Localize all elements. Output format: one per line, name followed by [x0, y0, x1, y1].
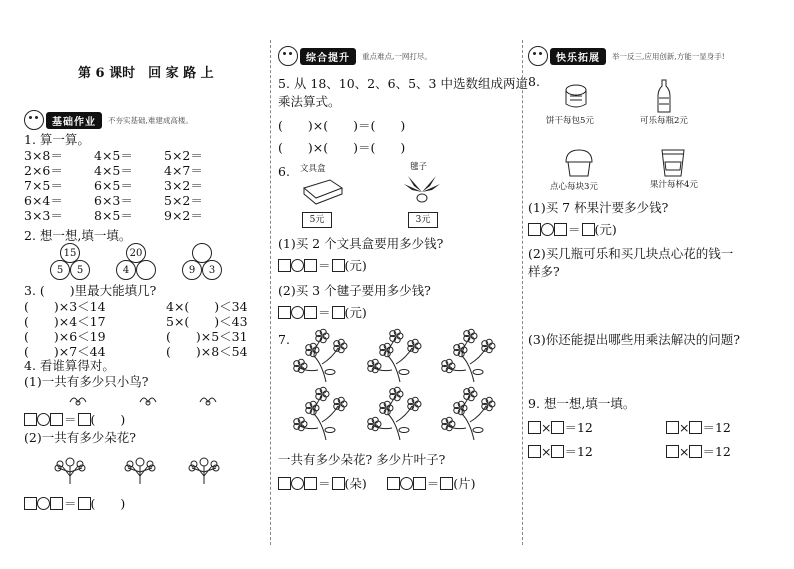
q9-eq-3: × ＝12	[528, 444, 593, 460]
q5-line1: 5. 从 18、10、2、6、5、3 中选数组成两道	[278, 76, 528, 91]
q5-line2: 乘法算式。	[278, 94, 341, 109]
q4-answer-line-2: ＝ ( )	[24, 496, 125, 512]
q3-inequality[interactable]: 4×( )＜34	[166, 299, 248, 314]
flower-branch-icon	[368, 387, 421, 440]
flower-bush-icon	[189, 458, 219, 484]
q1-expression[interactable]: 4×5＝	[94, 163, 133, 178]
q9-eq-1: × ＝12	[528, 420, 593, 436]
q4-part2: (2)一共有多少朵花?	[24, 430, 136, 445]
q9-eq-2: × ＝12	[666, 420, 731, 436]
operator-circle[interactable]	[400, 477, 413, 490]
q3-inequality[interactable]: ( )×7＜44	[24, 344, 106, 359]
section-banner-fun	[528, 48, 725, 64]
section-banner-extend	[278, 48, 432, 64]
answer-paren[interactable]: ( )	[90, 412, 126, 427]
q3-inequality[interactable]: ( )×5＜31	[166, 329, 248, 344]
flowers-illustration	[50, 446, 250, 486]
flower-branch-icon	[294, 329, 347, 382]
section-label: 基础作业	[46, 112, 102, 129]
number-bond-circle[interactable]: 20	[126, 243, 146, 263]
number-bond-circle[interactable]: 15	[60, 243, 80, 263]
q1-expression[interactable]: 5×2＝	[164, 148, 203, 163]
birds-illustration	[60, 388, 260, 410]
q8-item-label: 点心每块3元	[550, 182, 598, 192]
q1-expression[interactable]: 3×8＝	[24, 148, 63, 163]
answer-box[interactable]	[551, 445, 564, 458]
answer-box[interactable]	[304, 477, 317, 490]
number-bond-circle[interactable]: 5	[70, 260, 90, 280]
biscuit-icon	[558, 82, 594, 112]
operator-circle[interactable]	[291, 477, 304, 490]
number-bond-circle[interactable]: 3	[202, 260, 222, 280]
answer-box[interactable]	[304, 306, 317, 319]
q3-inequality[interactable]: ( )×6＜19	[24, 329, 106, 344]
q8-number: 8.	[528, 74, 540, 89]
mascot-icon	[278, 46, 298, 66]
q9-eq-4: × ＝12	[666, 444, 731, 460]
q4-answer-line-1: ＝ ( )	[24, 412, 125, 428]
flower-bush-icon	[55, 458, 85, 484]
flower-branch-icon	[442, 329, 495, 382]
number-bond-circle[interactable]: 9	[182, 260, 202, 280]
section-slogan: 举一反三,应用创新,方能一显身手!	[612, 51, 725, 61]
section-banner-basic	[24, 112, 193, 128]
answer-box[interactable]	[666, 445, 679, 458]
q7-answers: ＝ (朵) ＝ (片)	[278, 476, 476, 492]
q1-expression[interactable]: 8×5＝	[94, 208, 133, 223]
section-label: 综合提升	[300, 48, 356, 65]
answer-box[interactable]	[528, 445, 541, 458]
column-divider	[270, 40, 271, 545]
answer-box[interactable]	[50, 497, 63, 510]
q1-expression[interactable]: 6×3＝	[94, 193, 133, 208]
q3-inequality[interactable]: ( )×8＜54	[166, 344, 248, 359]
answer-box[interactable]	[528, 223, 541, 236]
answer-box[interactable]	[666, 421, 679, 434]
answer-box[interactable]	[304, 259, 317, 272]
answer-box[interactable]	[689, 421, 702, 434]
operator-circle[interactable]	[37, 413, 50, 426]
answer-box[interactable]	[50, 413, 63, 426]
answer-box[interactable]	[78, 497, 91, 510]
q1-expression[interactable]: 9×2＝	[164, 208, 203, 223]
flower-branch-icon	[442, 387, 495, 440]
q1-expression[interactable]: 2×6＝	[24, 163, 63, 178]
q7-question: 一共有多少朵花? 多少片叶子?	[278, 452, 446, 467]
q6-answer-2: ＝ (元)	[278, 305, 367, 321]
flower-branch-icon	[368, 329, 421, 382]
q8-item-label: 饼干每包5元	[546, 116, 594, 126]
answer-box[interactable]	[387, 477, 400, 490]
column-fun	[524, 0, 790, 569]
column-extend	[272, 0, 528, 569]
pastry-icon	[562, 148, 596, 178]
mascot-icon	[528, 46, 548, 66]
q1-expression[interactable]: 5×2＝	[164, 193, 203, 208]
answer-box[interactable]	[278, 477, 291, 490]
q1-expression[interactable]: 3×2＝	[164, 178, 203, 193]
operator-circle[interactable]	[37, 497, 50, 510]
q1-expression[interactable]: 6×4＝	[24, 193, 63, 208]
answer-box[interactable]	[413, 477, 426, 490]
q8-item-label: 果汁每杯4元	[650, 180, 698, 190]
q4-title: 4. 看谁算得对。	[24, 358, 115, 373]
answer-box[interactable]	[582, 223, 595, 236]
answer-box[interactable]	[24, 413, 37, 426]
shuttlecock-icon	[402, 172, 442, 206]
flower-bush-icon	[125, 458, 155, 484]
q9-title: 9. 想一想,填一填。	[528, 396, 636, 411]
bird-icon	[70, 398, 86, 405]
q1-expression[interactable]: 6×5＝	[94, 178, 133, 193]
answer-box[interactable]	[278, 306, 291, 319]
q6-number: 6.	[278, 164, 290, 179]
price-tag: 5元	[302, 212, 332, 228]
q6-item2-name: 毽子	[410, 162, 428, 172]
flower-branches-illustration	[292, 326, 512, 442]
answer-box[interactable]	[332, 259, 345, 272]
answer-box[interactable]	[440, 477, 453, 490]
q7-number: 7.	[278, 332, 290, 347]
q5-blank-2[interactable]: ( )×( )＝( )	[278, 140, 406, 155]
answer-box[interactable]	[24, 497, 37, 510]
operator-circle[interactable]	[291, 306, 304, 319]
lesson-title: 第 6 课时 回 家 路 上	[78, 66, 214, 81]
answer-box[interactable]	[78, 413, 91, 426]
cola-bottle-icon	[654, 78, 674, 114]
answer-box[interactable]	[554, 223, 567, 236]
number-bond-circle[interactable]: 4	[116, 260, 136, 280]
juice-cup-icon	[660, 146, 686, 178]
q3-inequality[interactable]: ( )×4＜17	[24, 314, 106, 329]
q1-expression[interactable]: 4×7＝	[164, 163, 203, 178]
q8-answer-1: ＝ (元)	[528, 222, 617, 238]
answer-box[interactable]	[332, 306, 345, 319]
q5-blank-1[interactable]: ( )×( )＝( )	[278, 118, 406, 133]
q1-title: 1. 算一算。	[24, 132, 90, 147]
answer-box[interactable]	[332, 477, 345, 490]
answer-paren[interactable]: ( )	[90, 496, 126, 511]
operator-circle[interactable]	[291, 259, 304, 272]
section-slogan: 重点难点,一网打尽。	[362, 51, 432, 61]
q6-part2: (2)买 3 个毽子要用多少钱?	[278, 283, 431, 298]
q3-inequality[interactable]: 5×( )＜43	[166, 314, 248, 329]
q8-part2-line2: 样多?	[528, 264, 560, 279]
price-tag: 3元	[408, 212, 438, 228]
operator-circle[interactable]	[541, 223, 554, 236]
q1-expression[interactable]: 4×5＝	[94, 148, 133, 163]
q1-expression[interactable]: 7×5＝	[24, 178, 63, 193]
q8-item-label: 可乐每瓶2元	[640, 116, 688, 126]
number-bond-circle[interactable]: 5	[50, 260, 70, 280]
mascot-icon	[24, 110, 44, 130]
q8-part1: (1)买 7 杯果汁要多少钱?	[528, 200, 669, 215]
flower-branch-icon	[294, 387, 347, 440]
number-bond-circle[interactable]	[136, 260, 156, 280]
q6-answer-1: ＝ (元)	[278, 258, 367, 274]
answer-box[interactable]	[689, 445, 702, 458]
pencil-case-icon	[300, 176, 346, 206]
section-label: 快乐拓展	[550, 48, 606, 65]
q3-inequality[interactable]: ( )×3＜14	[24, 299, 106, 314]
q6-item1-name: 文具盒	[300, 164, 326, 174]
q6-part1: (1)买 2 个文具盒要用多少钱?	[278, 236, 444, 251]
q4-part1: (1)一共有多少只小鸟?	[24, 374, 149, 389]
column-divider	[522, 40, 523, 545]
answer-box[interactable]	[551, 421, 564, 434]
q1-expression[interactable]: 3×3＝	[24, 208, 63, 223]
column-basic	[0, 0, 268, 569]
section-slogan: 不夯实基础,难建成高楼。	[108, 115, 193, 125]
q2-title: 2. 想一想,填一填。	[24, 228, 132, 243]
bird-icon	[200, 398, 216, 405]
answer-box[interactable]	[528, 421, 541, 434]
bird-icon	[140, 398, 156, 405]
q3-title: 3. ( )里最大能填几?	[24, 283, 157, 298]
q8-part3: (3)你还能提出哪些用乘法解决的问题?	[528, 332, 740, 347]
q8-part2-line1: (2)买几瓶可乐和买几块点心花的钱一	[528, 246, 734, 261]
answer-box[interactable]	[278, 259, 291, 272]
